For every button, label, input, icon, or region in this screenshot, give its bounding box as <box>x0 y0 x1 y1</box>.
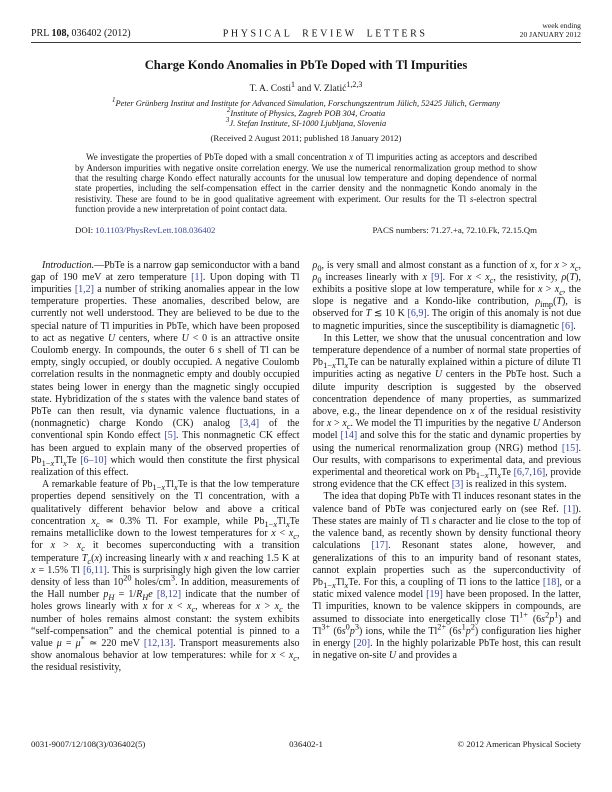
citation-link[interactable]: [14] <box>340 430 358 442</box>
doi-label: DOI: <box>75 224 94 235</box>
citation-link[interactable]: [6–10] <box>80 454 107 466</box>
citation-link[interactable]: [9] <box>430 271 443 283</box>
page-number: 036402-1 <box>289 739 323 749</box>
copyright-notice: © 2012 American Physical Society <box>457 739 581 749</box>
citation-link[interactable]: [8,12] <box>156 589 182 601</box>
issn-code: 0031-9007/12/108(3)/036402(5) <box>31 739 146 749</box>
citation-link[interactable]: [15] <box>561 442 579 454</box>
journal-citation: PRL 108, 036402 (2012) <box>31 28 131 40</box>
affiliations-block <box>31 96 581 129</box>
paragraph-in-this-letter: In this Letter, we show that the unusual concentration and low temperature dependence of a number of normal state properties of $Pb_{1-x}Tl_xTe$ can be naturally explained within a picture of dilute Tl impurities acting as negative U centers in the PbTe host. Such a dilute impurity description is suggested by the observed concentration dependence of many properties, as summarized above, e.g., the linear dependence on x of the residual resistivity for $x > x_c$. We model the Tl impurities by the negative U Anderson model [14] and solve this for the static and dynamic properties by using the numerical renormalization group (NRG) method [15]. Our results, with comparisons to experimental data, and previous experimental and theoretical work on $Pb_{1-x}Tl_xTe$ [6,7,16], provide strong evidence that the CK effect [3] is realized in this system. <box>312 332 581 491</box>
received-published-line: (Received 2 August 2011; published 18 January 2012) <box>210 133 402 144</box>
left-column <box>31 260 300 675</box>
doi-link[interactable]: 10.1103/PhysRevLett.108.036402 <box>95 224 216 235</box>
citation-link[interactable]: [18] <box>542 576 560 588</box>
paragraph-remarkable-feature: A remarkable feature of $Pb_{1-x}Tl_xTe$ is that the low temperature properties depend sensitively on the Tl concentration, with a qualitatively different behavior below and above a critical concentration $x_c$ ≃ 0.3% Tl. For example, while $Pb_{1-x}Tl_xTe$ remains metalliclike down to the lowest temperatures for $x < x_c$, for $x > x_c$ it becomes superconducting with a transition temperature $T_c(x)$ increasing linearly with x and reaching 1.5 K at x = 1.5% Tl [6,11]. This is surprisingly high given the low carrier density of less than $10^{20}$ holes/$cm^3$. In addition, measurements of the Hall number $p_H = 1/R_He$ [8,12] indicate that the number of holes grows linearly with x for $x < x_c$, whereas for $x > x_c$ the number of holes remains almost constant: the system exhibits “self-compensation” and the chemical potential is pinned to a value μ = μ* ≃ 220 meV [12,13]. Transport measurements also show anomalous behavior at low temperatures: while for $x < x_c$, the residual resistivity, <box>31 479 300 674</box>
citation-link[interactable]: [6,9] <box>407 308 427 320</box>
citation-link[interactable]: [20] <box>353 637 371 649</box>
citation-link[interactable]: [6,11] <box>83 564 107 576</box>
week-ending-label: week ending <box>542 21 581 30</box>
doi-pacs-row <box>75 225 537 235</box>
citation-link[interactable]: [1] <box>191 271 203 283</box>
citation-link[interactable]: [17] <box>371 540 389 552</box>
body-text <box>31 260 581 675</box>
journal-header <box>31 22 581 43</box>
citation-link[interactable]: [5] <box>164 430 177 442</box>
issue-date <box>520 22 581 39</box>
page-footer <box>31 739 581 749</box>
paper-title: Charge Kondo Anomalies in PbTe Doped with Tl Impurities <box>144 58 468 73</box>
citation-link[interactable]: [3,4] <box>239 418 260 430</box>
citation-link[interactable]: [12,13] <box>143 637 174 649</box>
abstract: We investigate the properties of PbTe doped with a small concentration x of Tl impurities acting as acceptors and described by Anderson impurities with negative onsite correlation energy. We use the numerical renormalization group method to show that the resulting charge Kondo effect naturally accounts for the unusual low temperature and doping dependence of normal state properties, including the self-compensation effect in the carrier density and the nonmagnetic Kondo anomaly in the resistivity. These are found to be in good qualitative agreement with experiment. Our results for the Tl s-electron spectral function provide a new interpretation of point contact data. <box>75 152 537 215</box>
right-column <box>313 260 582 675</box>
issue-date-value: 20 JANUARY 2012 <box>519 29 581 39</box>
citation-link[interactable]: [19] <box>426 589 443 601</box>
journal-name: PHYSICAL REVIEW LETTERS <box>222 28 428 40</box>
citation-link[interactable]: [1,2] <box>74 284 94 296</box>
paragraph-introduction: Introduction.—PbTe is a narrow gap semiconductor with a band gap of 190 meV at zero temperature [1]. Upon doping with Tl impurities [1,2] a number of striking anomalies appear in the low temperature properties. These anomalies, described below, are currently not well understood. They are believed to be due to the special nature of Tl impurities in PbTe, which have been proposed to act as negative U centers, where U < 0 is an attractive onsite Coulomb energy. In compounds, the outer 6 s shell of Tl can be empty, singly occupied, or doubly occupied. A negative Coulomb correlation results in the nonmagnetic empty and doubly occupied states being lower in energy than the magnetic singly occupied state. Hybridization of the s states with the valence band states of PbTe can then result, via dynamic valence fluctuations, in a (nonmagnetic) charge Kondo (CK) analog [3,4] of the conventional spin Kondo effect [5]. This nonmagnetic CK effect has been argued to explain many of the observed properties of $Pb_{1-x}Tl_xTe$ [6–10] which would then constitute the first physical realization of this effect. <box>31 259 300 479</box>
affiliation-3: $^3$J. Stefan Institute, SI-1000 Ljubljana, Slovenia <box>225 116 387 129</box>
paragraph-resonant-states: The idea that doping PbTe with Tl induces resonant states in the valence band of PbTe was conjectured early on (see Ref. [1]). These states are mainly of Tl s character and lie close to the top of the valence band, as recently shown by density functional theory calculations [17]. Resonant states alone, however, and generalizations of this to an impurity band of resonant states, cannot explain properties such as the superconductivity of $Pb_{1-x}Tl_xTe$. For this, a coupling of Tl ions to the lattice [18], or a static mixed valence model [19] have been proposed. In the latter, Tl impurities, known to be valence skippers in compounds, are assumed to dissociate into energetically close $Tl^{1+}$ $(6s^2p^1)$ and $Tl^{3+}$ $(6s^0p^3)$ ions, while the $Tl^{2+}$ $(6s^1p^2)$ configuration lies higher in energy [20]. In the highly polarizable PbTe host, this can result in negative on-site U and provides a <box>312 491 582 662</box>
citation-link[interactable]: [1] <box>563 503 576 515</box>
affiliation-1: $^1$Peter Grünberg Institut and Institute for Advanced Simulation, Forschungszentrum Jülich, 52425 Jülich, Germany <box>111 96 500 109</box>
paragraph-resistivity-continuation: $\rho_0$, is very small and almost constant as a function of x, for $x > x_c$, $\rho_0$ increases linearly with x [9]. For $x < x_c$, the resistivity, ρ(T), exhibits a positive slope at low temperature, while for $x > x_c$, the slope is negative and a Kondo-like contribution, $\rho_{imp}(T)$, is observed for T ≲ 10 K [6,9]. The origin of this anomaly is not due to magnetic impurities, since the susceptibility is diamagnetic [6]. <box>312 259 581 332</box>
citation-link[interactable]: [3] <box>451 479 464 491</box>
pacs-numbers: PACS numbers: 71.27.+a, 72.10.Fk, 72.15.Qm <box>372 224 537 235</box>
affiliation-2: $^2$Institute of Physics, Zagreb POB 304, Croatia <box>226 106 386 119</box>
doi-line <box>75 225 215 235</box>
citation-link[interactable]: [6] <box>561 320 574 332</box>
authors-line: T. A. Costi$^1$ and V. Zlatić$^{1,2,3}$ <box>249 80 363 95</box>
citation-link[interactable]: [6,7,16] <box>513 467 546 479</box>
